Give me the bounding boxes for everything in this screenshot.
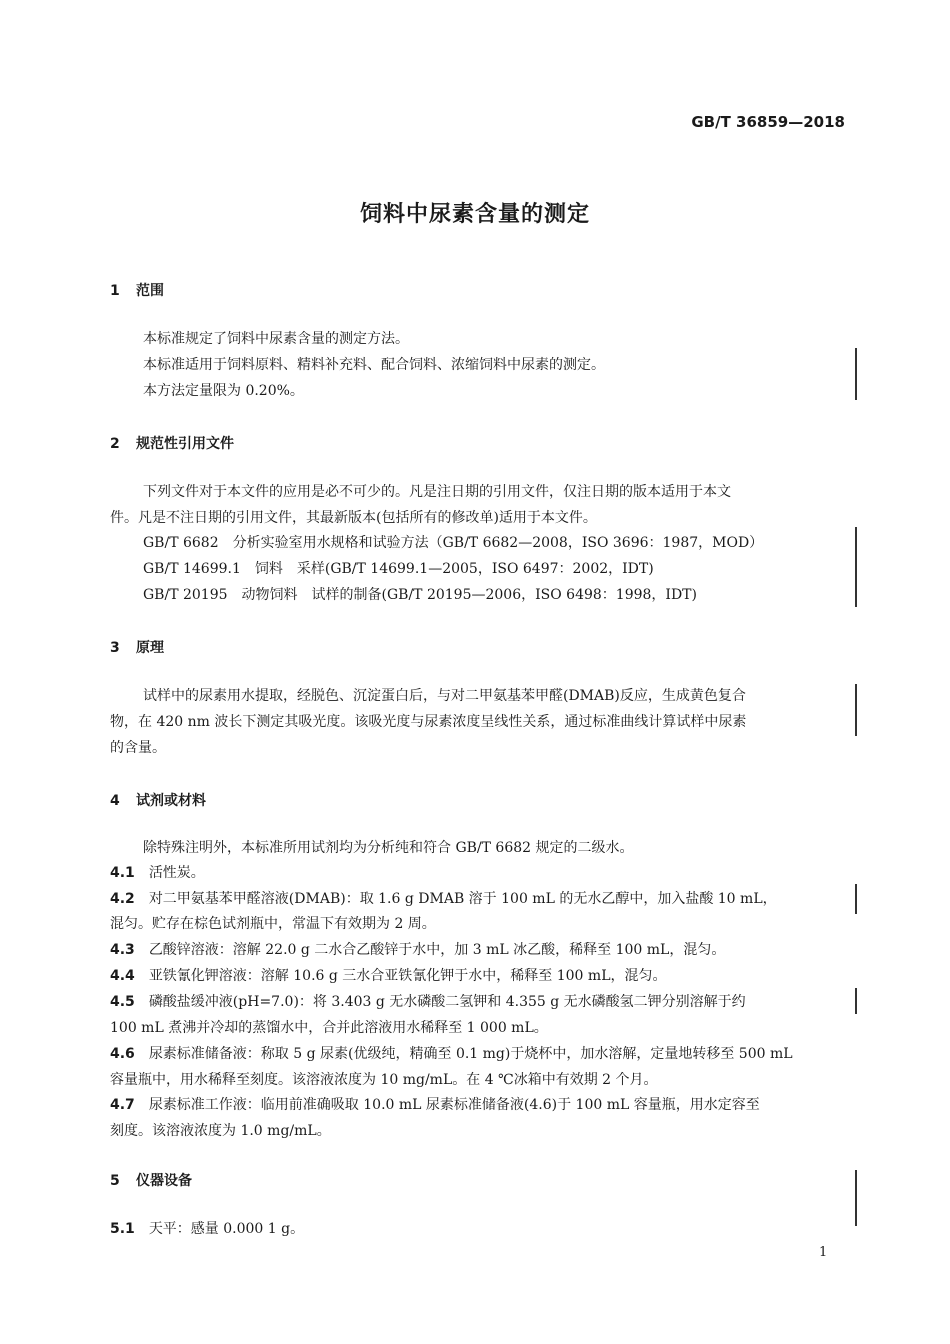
section-3-paragraph: 的含量。 <box>110 740 166 756</box>
section-2-heading: 2 规范性引用文件 <box>110 436 234 452</box>
section-3-paragraph: 试样中的尿素用水提取，经脱色、沉淀蛋白后，与对二甲氨基苯甲醛(DMAB)反应，生成黄色复合 <box>143 688 746 704</box>
clause-4-6-continued: 容量瓶中，用水稀释至刻度。该溶液浓度为 10 mg/mL。在 4 ℃冰箱中有效期 2 个月。 <box>110 1072 658 1088</box>
standard-number: GB/T 36859—2018 <box>691 113 845 131</box>
clause-4-1: 4.1 活性炭。 <box>110 865 205 881</box>
section-2-paragraph: 件。凡是不注日期的引用文件，其最新版本(包括所有的修改单)适用于本文件。 <box>110 510 597 526</box>
section-3-paragraph: 物，在 420 nm 波长下测定其吸光度。该吸光度与尿素浓度呈线性关系，通过标准曲线计算试样中尿素 <box>110 714 747 730</box>
clause-4-6: 4.6 尿素标准储备液：称取 5 g 尿素(优级纯，精确至 0.1 mg)于烧杯中，加水溶解，定量地转移至 500 mL <box>110 1046 793 1062</box>
document-title: 饲料中尿素含量的测定 <box>359 202 590 227</box>
section-1-paragraph: 本方法定量限为 0.20%。 <box>143 383 304 399</box>
clause-5-1: 5.1 天平：感量 0.000 1 g。 <box>110 1221 305 1237</box>
clause-4-7-continued: 刻度。该溶液浓度为 1.0 mg/mL。 <box>110 1123 331 1139</box>
clause-4-3: 4.3 乙酸锌溶液：溶解 22.0 g 二水合乙酸锌于水中，加 3 mL 冰乙酸，稀释至 100 mL，混匀。 <box>110 942 726 958</box>
clause-4-4: 4.4 亚铁氰化钾溶液：溶解 10.6 g 三水合亚铁氰化钾于水中，稀释至 100 mL，混匀。 <box>110 968 667 984</box>
clause-4-2: 4.2 对二甲氨基苯甲醛溶液(DMAB)：取 1.6 g DMAB 溶于 100 mL 的无水乙醇中，加入盐酸 10 mL， <box>110 891 777 907</box>
revision-bar <box>855 884 857 914</box>
normative-reference: GB/T 20195 动物饲料 试样的制备(GB/T 20195—2006，ISO 6498：1998，IDT) <box>143 587 697 603</box>
revision-bar <box>855 684 857 736</box>
section-2-paragraph: 下列文件对于本文件的应用是必不可少的。凡是注日期的引用文件，仅注日期的版本适用于本文 <box>143 484 731 500</box>
clause-4-2-continued: 混匀。贮存在棕色试剂瓶中，常温下有效期为 2 周。 <box>110 916 436 932</box>
revision-bar <box>855 1170 857 1226</box>
section-1-heading: 1 范围 <box>110 283 164 299</box>
section-1-paragraph: 本标准适用于饲料原料、精料补充料、配合饲料、浓缩饲料中尿素的测定。 <box>143 357 605 373</box>
revision-bar <box>855 988 857 1014</box>
page-number: 1 <box>819 1245 828 1260</box>
normative-reference: GB/T 6682 分析实验室用水规格和试验方法（GB/T 6682—2008，ISO 3696：1987，MOD） <box>143 535 764 551</box>
clause-4-5: 4.5 磷酸盐缓冲液(pH=7.0)：将 3.403 g 无水磷酸二氢钾和 4.355 g 无水磷酸氢二钾分别溶解于约 <box>110 994 746 1010</box>
normative-reference: GB/T 14699.1 饲料 采样(GB/T 14699.1—2005，ISO 6497：2002，IDT) <box>143 561 654 577</box>
section-4-heading: 4 试剂或材料 <box>110 793 206 809</box>
section-4-intro: 除特殊注明外，本标准所用试剂均为分析纯和符合 GB/T 6682 规定的二级水。 <box>143 840 634 856</box>
revision-bar <box>855 348 857 400</box>
clause-4-7: 4.7 尿素标准工作液：临用前准确吸取 10.0 mL 尿素标准储备液(4.6)于 100 mL 容量瓶，用水定容至 <box>110 1097 760 1113</box>
clause-4-5-continued: 100 mL 煮沸并冷却的蒸馏水中，合并此溶液用水稀释至 1 000 mL。 <box>110 1020 548 1036</box>
section-3-heading: 3 原理 <box>110 640 164 656</box>
section-5-heading: 5 仪器设备 <box>110 1173 192 1189</box>
section-1-paragraph: 本标准规定了饲料中尿素含量的测定方法。 <box>143 331 409 347</box>
revision-bar <box>855 527 857 607</box>
